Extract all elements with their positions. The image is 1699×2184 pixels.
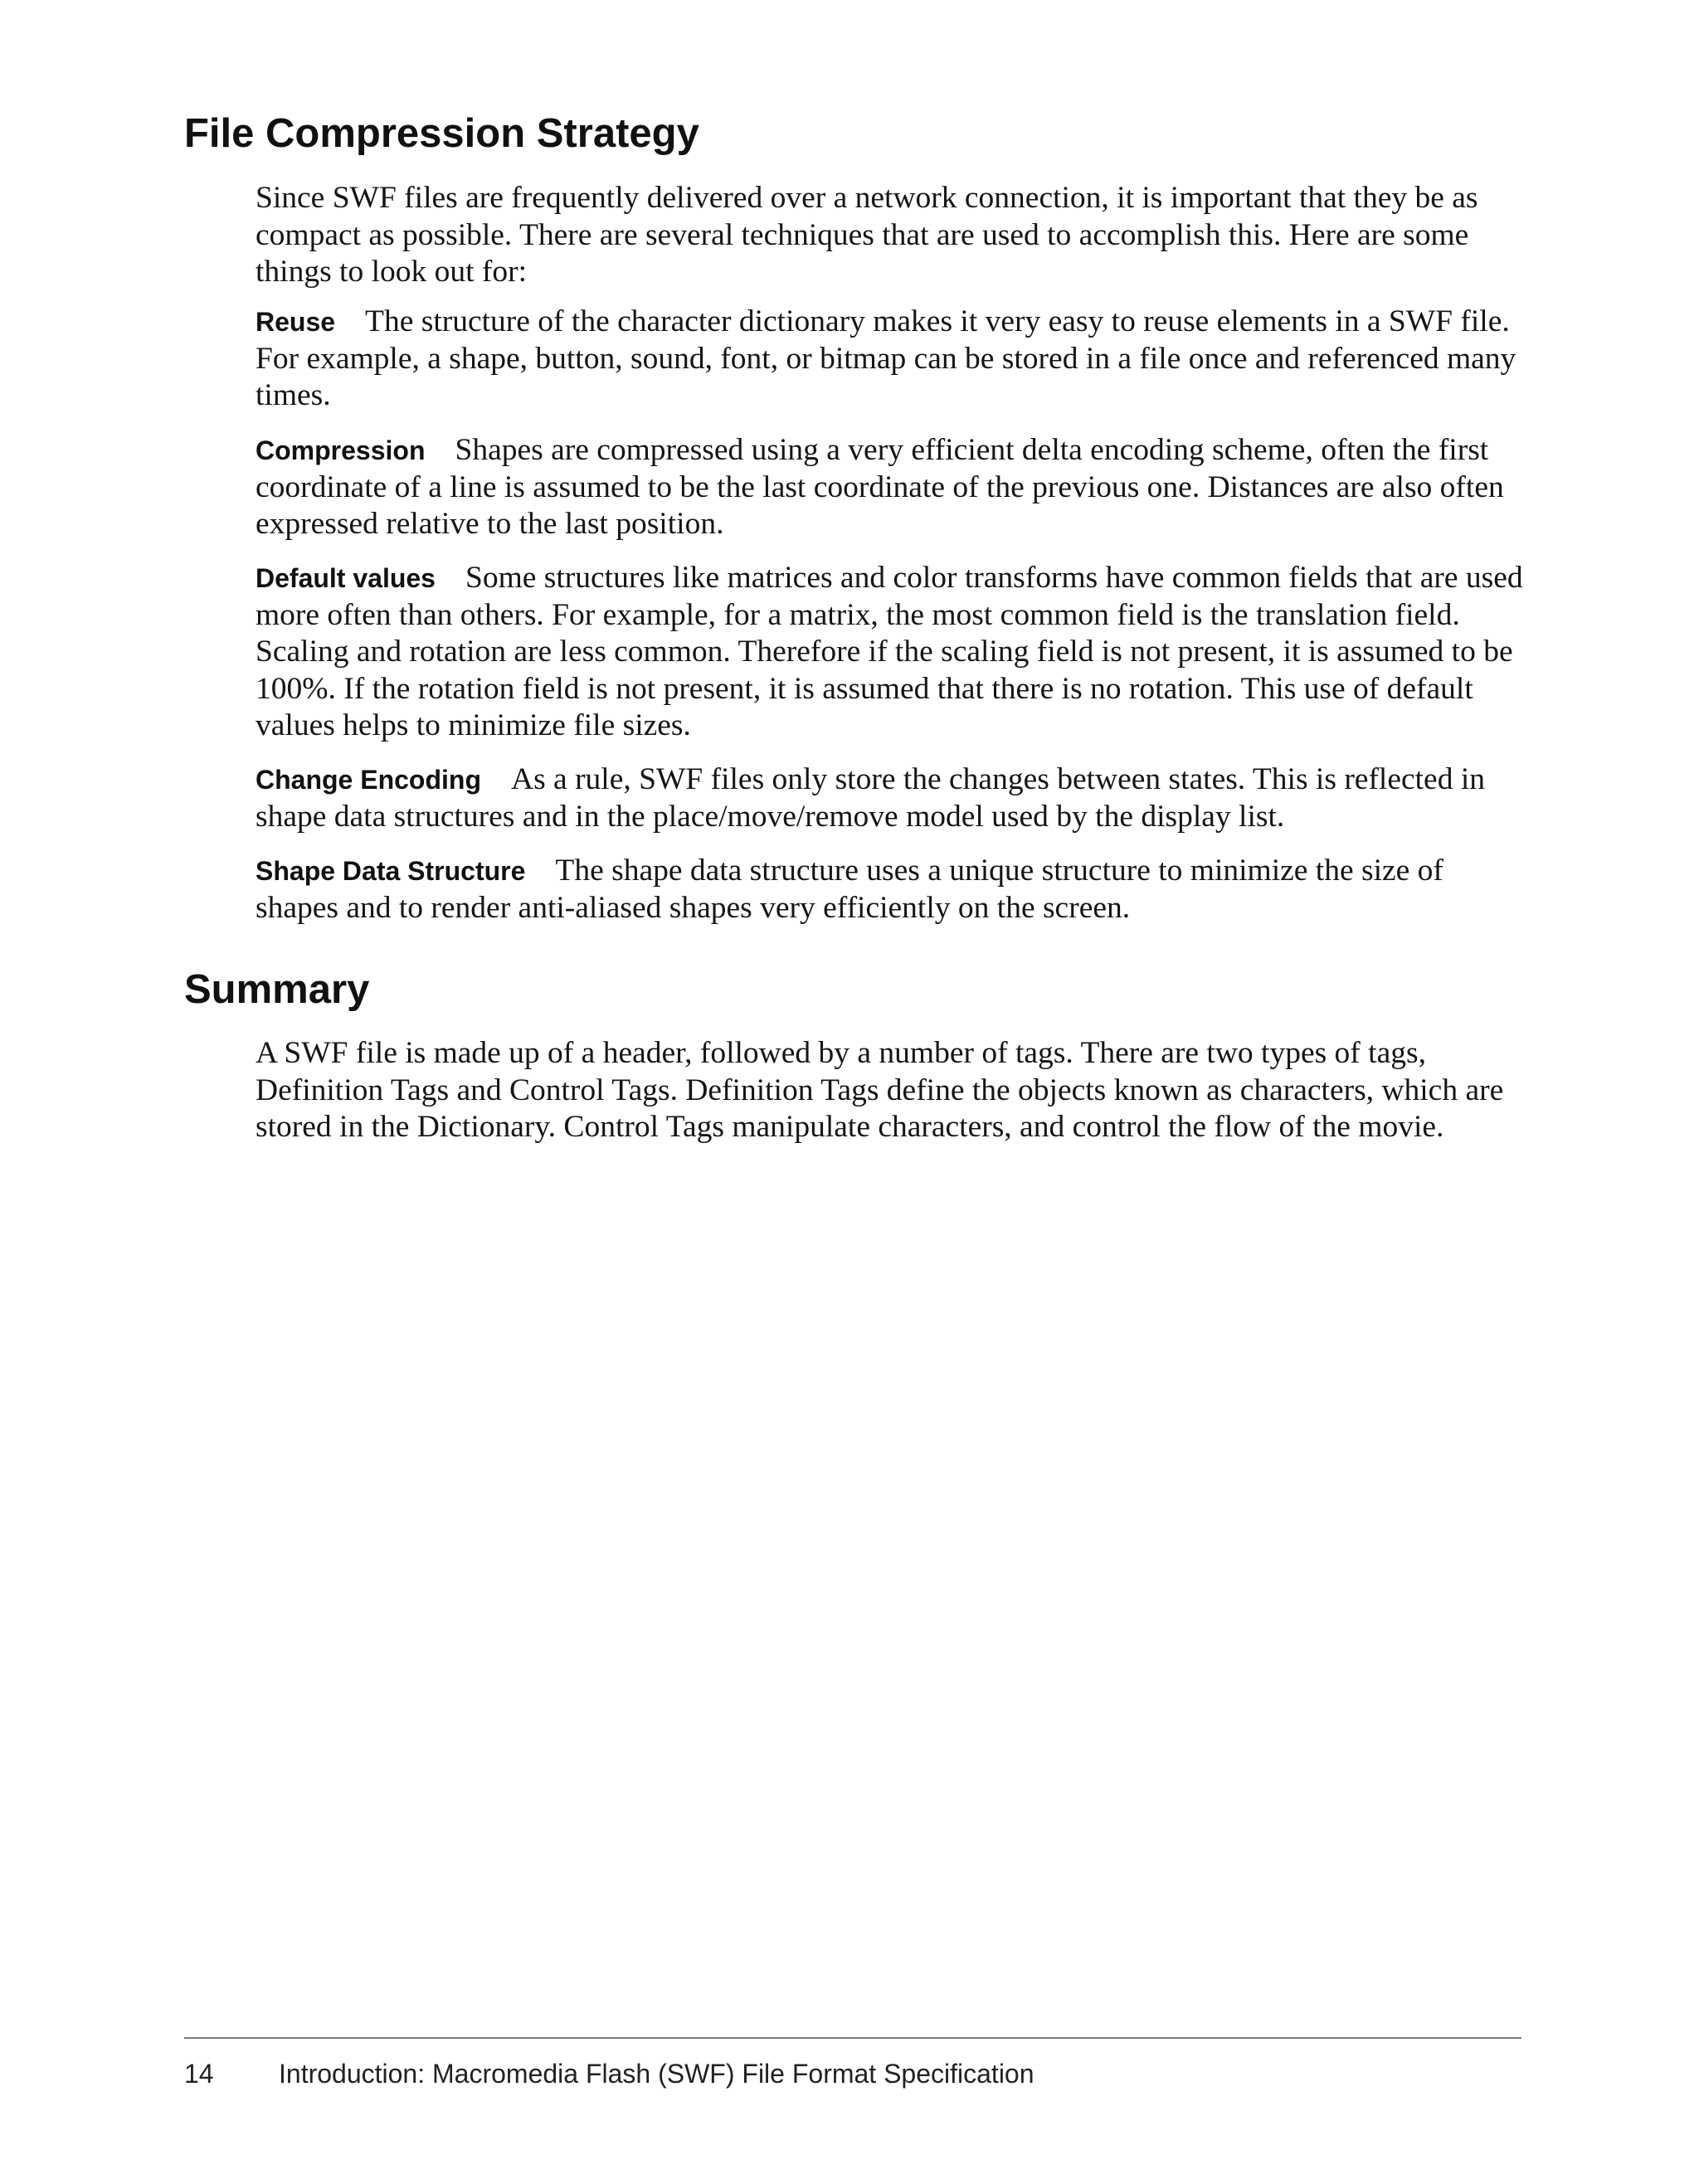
section-heading-file-compression-strategy: File Compression Strategy <box>184 111 699 156</box>
list-item-paragraph <box>256 432 1525 543</box>
list-item-paragraph <box>256 304 1525 415</box>
list-item-paragraph <box>256 853 1525 927</box>
list-item-paragraph <box>256 560 1525 745</box>
page-number: 14 <box>184 2059 214 2089</box>
term-label: Default values <box>256 563 436 593</box>
list-item-default-values <box>256 560 1525 745</box>
term-description: Shapes are compressed using a very efficient delta encoding scheme, often the first coordinate of a line is assumed to be the last coordinate of the previous one. Distances are also often expressed relative to the last position. <box>256 433 1504 541</box>
summary-paragraph: A SWF file is made up of a header, followed by a number of tags. There are two types of tags, Definition Tags and Control Tags. Definition Tags define the objects known as characters, which are stored in the Dictionary. Control Tags manipulate characters, and control the flow of the movie. <box>256 1036 1504 1144</box>
term-description: Some structures like matrices and color transforms have common fields that are used more often than others. For example, for a matrix, the most common field is the translation field. Scaling and rotation are less common. Therefore if the scaling field is not present, it is assumed to be 100%. If the rotation field is not present, it is assumed that there is no rotation. This use of default values helps to minimize file sizes. <box>256 561 1523 742</box>
term-label: Compression <box>256 435 426 465</box>
list-item-change-encoding <box>256 761 1525 835</box>
list-item-shape-data-structure <box>256 853 1525 927</box>
term-label: Change Encoding <box>256 765 481 795</box>
term-label: Reuse <box>256 307 336 337</box>
term-label: Shape Data Structure <box>256 856 526 886</box>
section-heading-summary: Summary <box>184 967 370 1012</box>
list-item-compression <box>256 432 1525 543</box>
footer-running-title: Introduction: Macromedia Flash (SWF) File Format Specification <box>279 2059 1034 2089</box>
term-description: The structure of the character dictionary makes it very easy to reuse elements in a SWF file. For example, a shape, button, sound, font, or bitmap can be stored in a file once and referenced many times. <box>256 304 1516 412</box>
section-intro <box>256 180 1525 291</box>
summary-body <box>256 1035 1525 1146</box>
term-description: The shape data structure uses a unique structure to minimize the size of shapes and to render anti-aliased shapes very efficiently on the screen. <box>256 854 1443 925</box>
list-item-paragraph <box>256 761 1525 835</box>
footer-divider <box>184 2037 1521 2039</box>
term-description: As a rule, SWF files only store the changes between states. This is reflected in shape data structures and in the place/move/remove model used by the display list. <box>256 762 1485 834</box>
list-item-reuse <box>256 304 1525 415</box>
intro-paragraph: Since SWF files are frequently delivered over a network connection, it is important that they be as compact as possible. There are several techniques that are used to accomplish this. Here are some things to look out for: <box>256 181 1478 289</box>
